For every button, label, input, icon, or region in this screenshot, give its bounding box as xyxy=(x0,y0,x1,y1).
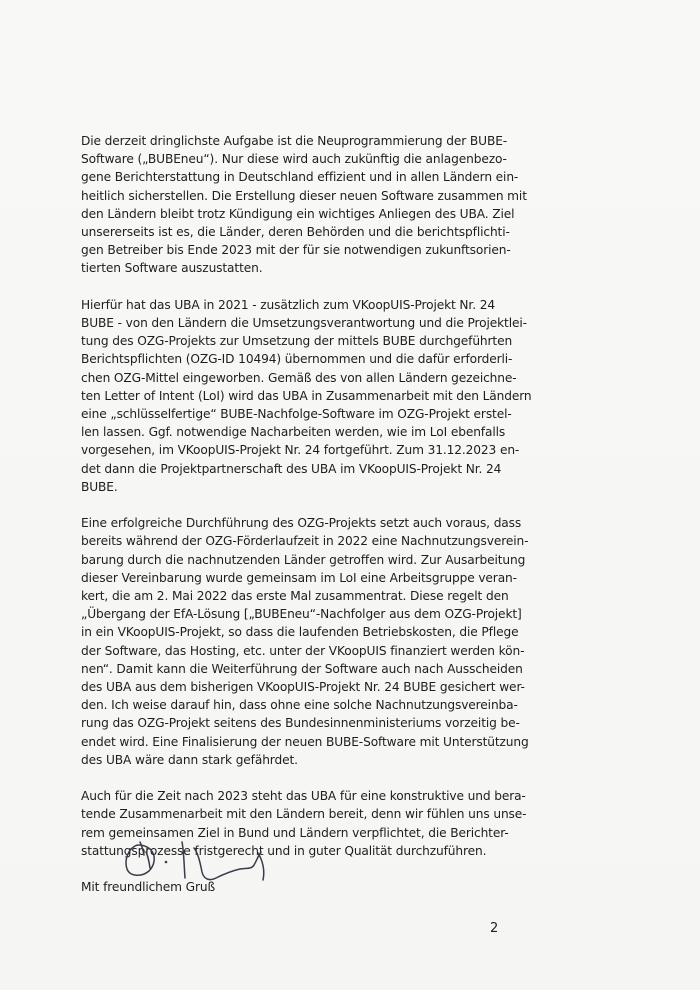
text-line: nen“. Damit kann die Weiterführung der Software auch nach Ausscheiden xyxy=(81,661,523,676)
text-line: heitlich sicherstellen. Die Erstellung dieser neuen Software zusammen mit xyxy=(81,188,527,203)
text-line: ten Letter of Intent (LoI) wird das UBA in Zusammenarbeit mit den Ländern xyxy=(81,388,532,403)
text-line: Hierfür hat das UBA in 2021 - zusätzlich zum VKoopUIS-Projekt Nr. 24 xyxy=(81,297,495,312)
text-line: gene Berichterstattung in Deutschland effizient und in allen Ländern ein- xyxy=(81,170,519,185)
text-line: stattungsprozesse fristgerecht und in guter Qualität durchzuführen. xyxy=(81,843,487,858)
text-line: rung das OZG-Projekt seitens des Bundesinnenministeriums vorzeitig be- xyxy=(81,716,520,731)
text-line: BUBE - von den Ländern die Umsetzungsverantwortung und die Projektlei- xyxy=(81,316,527,331)
text-line: Die derzeit dringlichste Aufgabe ist die Neuprogrammierung der BUBE- xyxy=(81,134,508,148)
text-line: vorgesehen, im VKoopUIS-Projekt Nr. 24 fortgeführt. Zum 31.12.2023 en- xyxy=(81,443,520,458)
text-line: kert, die am 2. Mai 2022 das erste Mal zusammentrat. Diese regelt den xyxy=(81,589,509,604)
text-line: Berichtspflichten (OZG-ID 10494) übernommen und die dafür erforderli- xyxy=(81,352,513,367)
text-line: unsererseits ist es, die Länder, deren Behörden und die berichtspflichti- xyxy=(81,225,510,240)
paragraph-follow-up-agreement xyxy=(81,514,621,769)
text-line: barung durch die nachnutzenden Länder getroffen wird. Zur Ausarbeitung xyxy=(81,552,526,567)
text-line: rem gemeinsamen Ziel in Bund und Ländern verpflichtet, die Berichter- xyxy=(81,825,509,840)
text-line: dieser Vereinbarung wurde gemeinsam im LoI eine Arbeitsgruppe veran- xyxy=(81,570,517,585)
text-line: endet wird. Eine Finalisierung der neuen BUBE-Software mit Unterstützung xyxy=(81,734,529,749)
handwritten-signature xyxy=(118,832,288,886)
closing-salutation: Mit freundlichem Gruß xyxy=(81,880,216,895)
text-line: in ein VKoopUIS-Projekt, so dass die laufenden Betriebskosten, die Pflege xyxy=(81,625,519,640)
text-line: Eine erfolgreiche Durchführung des OZG-Projekts setzt auch voraus, dass xyxy=(81,516,522,531)
text-line: BUBE. xyxy=(81,479,118,494)
text-line: „Übergang der EfA-Lösung [„BUBEneu“-Nachfolger aus dem OZG-Projekt] xyxy=(81,607,522,622)
text-line: bereits während der OZG-Förderlaufzeit in 2022 eine Nachnutzungsverein- xyxy=(81,534,529,549)
text-line: tung des OZG-Projekts zur Umsetzung der mittels BUBE durchgeführten xyxy=(81,334,513,349)
text-line: tende Zusammenarbeit mit den Ländern bereit, denn wir fühlen uns unse- xyxy=(81,807,527,822)
text-line: Software („BUBEneu“). Nur diese wird auch zukünftig die anlagenbezo- xyxy=(81,152,507,167)
text-line: tierten Software auszustatten. xyxy=(81,261,263,276)
text-line: der Software, das Hosting, etc. unter der VKoopUIS finanziert werden kön- xyxy=(81,643,525,658)
text-line: len lassen. Ggf. notwendige Nacharbeiten werden, wie im LoI ebenfalls xyxy=(81,425,506,440)
text-line: des UBA aus dem bisherigen VKoopUIS-Projekt Nr. 24 BUBE gesichert wer- xyxy=(81,680,525,695)
page-number: 2 xyxy=(490,921,499,936)
text-line: chen OZG-Mittel eingeworben. Gemäß des von allen Ländern gezeichne- xyxy=(81,370,517,385)
paragraph-ozg-project xyxy=(81,296,621,496)
letter-body xyxy=(81,132,621,896)
text-line: det dann die Projektpartnerschaft des UBA im VKoopUIS-Projekt Nr. 24 xyxy=(81,461,502,476)
text-line: Auch für die Zeit nach 2023 steht das UBA für eine konstruktive und bera- xyxy=(81,789,526,804)
text-line: den Ländern bleibt trotz Kündigung ein wichtiges Anliegen des UBA. Ziel xyxy=(81,206,515,221)
text-line: eine „schlüsselfertige“ BUBE-Nachfolge-Software im OZG-Projekt erstel- xyxy=(81,407,512,422)
text-line: des UBA wäre dann stark gefährdet. xyxy=(81,752,298,767)
text-line: gen Betreiber bis Ende 2023 mit der für sie notwendigen zukunftsorien- xyxy=(81,243,511,258)
paragraph-software-rewrite xyxy=(81,132,621,278)
text-line: den. Ich weise darauf hin, dass ohne eine solche Nachnutzungsvereinba- xyxy=(81,698,518,713)
